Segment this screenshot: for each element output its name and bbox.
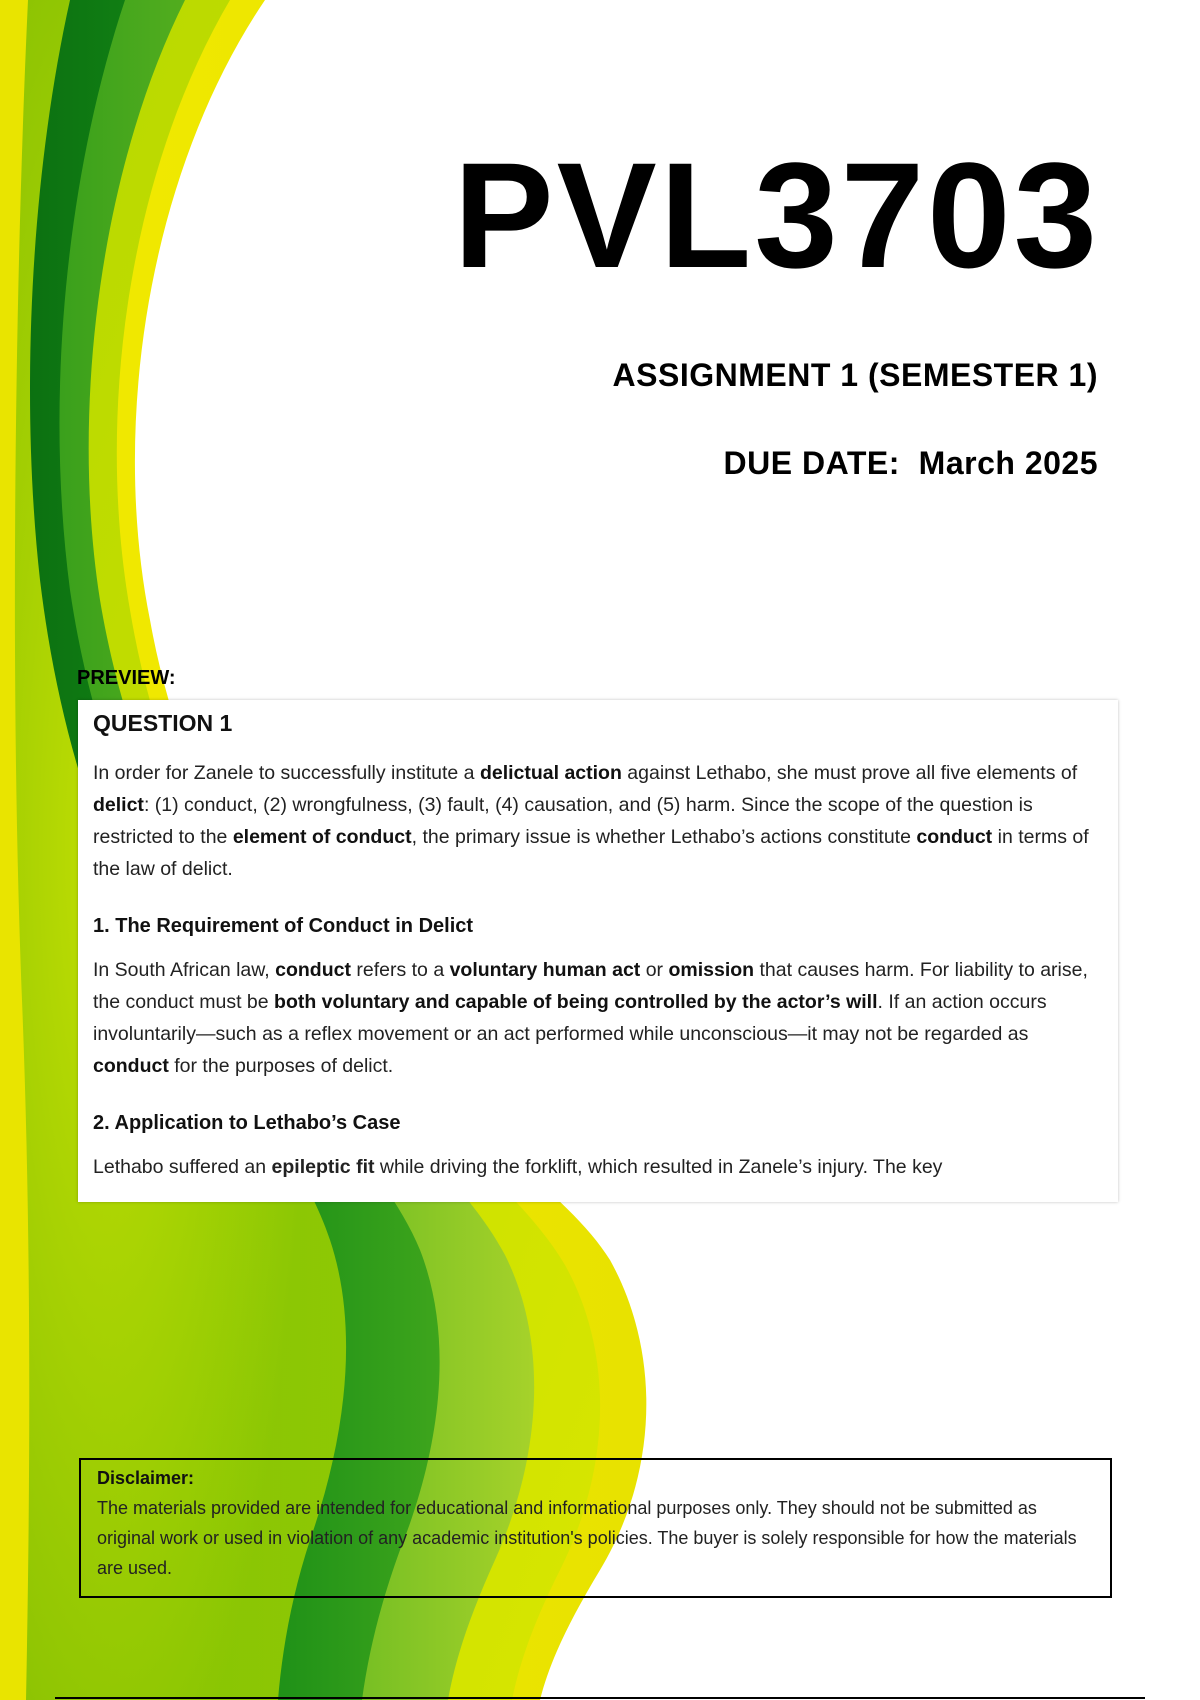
disclaimer-text: The materials provided are intended for educational and informational purposes only. They should not be submitted as original work or used in violation of any academic institution's policies. The buyer is solely responsible for how the materials are used. bbox=[97, 1498, 1077, 1578]
intro-paragraph bbox=[93, 757, 1102, 885]
s1-bold-2: voluntary human act bbox=[449, 959, 641, 981]
intro-text-2: against Lethabo, she must prove all five elements of bbox=[621, 762, 1078, 784]
section-2-heading: 2. Application to Lethabo’s Case bbox=[93, 1112, 401, 1134]
preview-content bbox=[78, 700, 1118, 1183]
disclaimer-box bbox=[79, 1458, 1112, 1598]
section-1-paragraph bbox=[93, 954, 1102, 1082]
intro-bold-4: conduct bbox=[916, 826, 993, 848]
s2-text-2: while driving the forklift, which resulted in Zanele’s injury. The key bbox=[374, 1156, 943, 1178]
section-2-cut-line bbox=[93, 1151, 1102, 1183]
preview-box bbox=[78, 700, 1118, 1202]
intro-text-3: : (1) conduct, (2) wrongfulness, (3) fault, (4) causation, and (5) harm. Since the scope of the question is restricted to the bbox=[93, 794, 1033, 848]
s1-text-1: In South African law, bbox=[93, 959, 276, 981]
s1-text-4: that causes harm. For liability to arise, the conduct must be bbox=[93, 959, 1088, 1013]
intro-text-5: in terms of the law of delict. bbox=[93, 826, 1089, 880]
course-code-title: PVL3703 bbox=[453, 131, 1100, 299]
due-date: DUE DATE: March 2025 bbox=[723, 445, 1098, 481]
s1-text-6: for the purposes of delict. bbox=[168, 1055, 394, 1077]
disclaimer-title: Disclaimer: bbox=[97, 1468, 195, 1488]
s1-bold-3: omission bbox=[668, 959, 755, 981]
preview-label: PREVIEW: bbox=[77, 667, 176, 689]
assignment-title: ASSIGNMENT 1 (SEMESTER 1) bbox=[612, 357, 1098, 393]
s2-text-1: Lethabo suffered an bbox=[93, 1156, 272, 1178]
section-1-heading: 1. The Requirement of Conduct in Delict bbox=[93, 915, 474, 937]
s1-text-2: refers to a bbox=[350, 959, 450, 981]
s1-bold-4: both voluntary and capable of being controlled by the actor’s will bbox=[274, 991, 878, 1013]
intro-text-1: In order for Zanele to successfully institute a bbox=[93, 762, 480, 784]
intro-text-4: , the primary issue is whether Lethabo’s actions constitute bbox=[411, 826, 917, 848]
bottom-divider bbox=[55, 1697, 1145, 1699]
s1-bold-5: conduct bbox=[93, 1055, 169, 1077]
intro-bold-2: delict bbox=[93, 794, 144, 816]
intro-bold-1: delictual action bbox=[479, 762, 622, 784]
s2-bold-1: epileptic fit bbox=[271, 1156, 375, 1178]
question-title: QUESTION 1 bbox=[93, 710, 233, 736]
s1-bold-1: conduct bbox=[275, 959, 351, 981]
intro-bold-3: element of conduct bbox=[232, 826, 412, 848]
s1-text-5: . If an action occurs involuntarily—such as a reflex movement or an act performed while unconscious—it may not be regarded as bbox=[93, 991, 1047, 1045]
s1-text-3: or bbox=[640, 959, 669, 981]
